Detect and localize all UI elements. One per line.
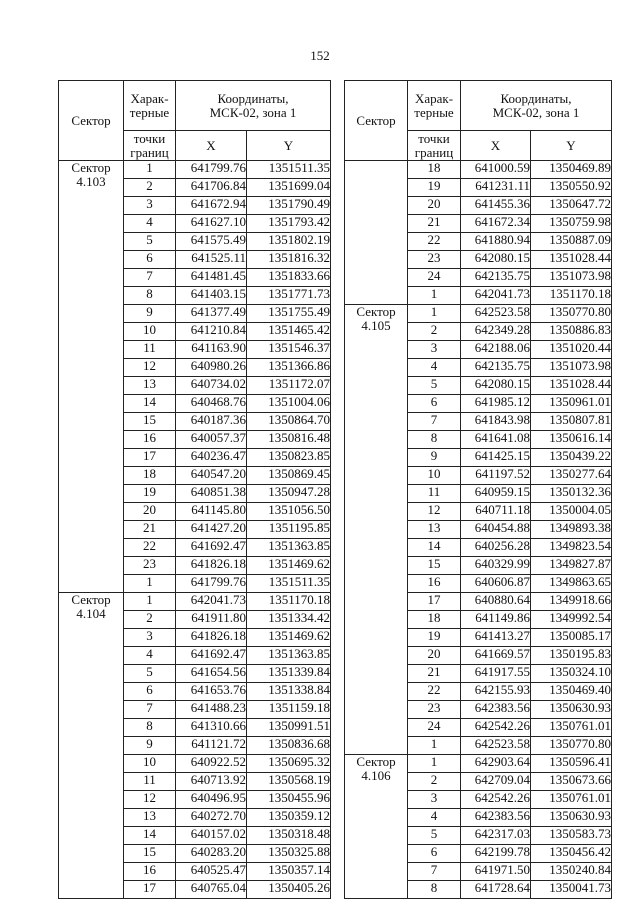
x-coordinate-cell: 642542.26 <box>461 719 531 737</box>
point-number-cell: 4 <box>124 215 176 233</box>
point-number-cell: 12 <box>408 503 461 521</box>
y-coordinate-cell: 1350961.01 <box>531 395 612 413</box>
y-coordinate-cell: 1350132.36 <box>531 485 612 503</box>
x-coordinate-cell: 640272.70 <box>176 809 247 827</box>
y-coordinate-cell: 1349918.66 <box>531 593 612 611</box>
x-coordinate-cell: 642523.58 <box>461 737 531 755</box>
x-coordinate-cell: 641706.84 <box>176 179 247 197</box>
point-number-cell: 9 <box>124 737 176 755</box>
point-number-cell: 8 <box>124 287 176 305</box>
x-coordinate-cell: 640057.37 <box>176 431 247 449</box>
point-number-cell: 24 <box>408 269 461 287</box>
point-number-cell: 11 <box>124 341 176 359</box>
header-x: X <box>461 131 531 161</box>
x-coordinate-cell: 640980.26 <box>176 359 247 377</box>
point-number-cell: 2 <box>408 773 461 791</box>
y-coordinate-cell: 1350947.28 <box>247 485 331 503</box>
y-coordinate-cell: 1350469.40 <box>531 683 612 701</box>
y-coordinate-cell: 1349827.87 <box>531 557 612 575</box>
point-number-cell: 10 <box>124 323 176 341</box>
sector-cell: Сектор 4.104 <box>59 593 124 899</box>
y-coordinate-cell: 1350770.80 <box>531 305 612 323</box>
x-coordinate-cell: 640711.18 <box>461 503 531 521</box>
x-coordinate-cell: 640187.36 <box>176 413 247 431</box>
point-number-cell: 23 <box>124 557 176 575</box>
point-number-cell: 20 <box>408 647 461 665</box>
point-number-cell: 22 <box>408 683 461 701</box>
y-coordinate-cell: 1350823.85 <box>247 449 331 467</box>
y-coordinate-cell: 1350318.48 <box>247 827 331 845</box>
header-y: Y <box>531 131 612 161</box>
table-row <box>345 305 612 323</box>
y-coordinate-cell: 1350596.41 <box>531 755 612 773</box>
y-coordinate-cell: 1350240.84 <box>531 863 612 881</box>
y-coordinate-cell: 1350630.93 <box>531 701 612 719</box>
point-number-cell: 6 <box>124 251 176 269</box>
x-coordinate-cell: 641481.45 <box>176 269 247 287</box>
x-coordinate-cell: 641971.50 <box>461 863 531 881</box>
y-coordinate-cell: 1350695.32 <box>247 755 331 773</box>
point-number-cell: 16 <box>124 863 176 881</box>
x-coordinate-cell: 641310.66 <box>176 719 247 737</box>
point-number-cell: 4 <box>408 359 461 377</box>
y-coordinate-cell: 1351020.44 <box>531 341 612 359</box>
point-number-cell: 1 <box>124 593 176 611</box>
point-number-cell: 1 <box>124 161 176 179</box>
x-coordinate-cell: 641145.80 <box>176 503 247 521</box>
x-coordinate-cell: 641692.47 <box>176 647 247 665</box>
point-number-cell: 11 <box>408 485 461 503</box>
point-number-cell: 23 <box>408 251 461 269</box>
x-coordinate-cell: 641826.18 <box>176 557 247 575</box>
y-coordinate-cell: 1351699.04 <box>247 179 331 197</box>
y-coordinate-cell: 1351172.07 <box>247 377 331 395</box>
point-number-cell: 8 <box>408 431 461 449</box>
point-number-cell: 7 <box>408 413 461 431</box>
point-number-cell: 20 <box>408 197 461 215</box>
y-coordinate-cell: 1349992.54 <box>531 611 612 629</box>
y-coordinate-cell: 1351004.06 <box>247 395 331 413</box>
table-row <box>59 593 331 611</box>
x-coordinate-cell: 641985.12 <box>461 395 531 413</box>
y-coordinate-cell: 1350456.42 <box>531 845 612 863</box>
header-x: X <box>176 131 247 161</box>
y-coordinate-cell: 1349863.65 <box>531 575 612 593</box>
y-coordinate-cell: 1351469.62 <box>247 557 331 575</box>
point-number-cell: 4 <box>408 809 461 827</box>
y-coordinate-cell: 1350455.96 <box>247 791 331 809</box>
y-coordinate-cell: 1350277.64 <box>531 467 612 485</box>
point-number-cell: 13 <box>124 377 176 395</box>
y-coordinate-cell: 1350439.22 <box>531 449 612 467</box>
y-coordinate-cell: 1350630.93 <box>531 809 612 827</box>
x-coordinate-cell: 642523.58 <box>461 305 531 323</box>
x-coordinate-cell: 641799.76 <box>176 575 247 593</box>
x-coordinate-cell: 642188.06 <box>461 341 531 359</box>
sector-cell: Сектор 4.103 <box>59 161 124 593</box>
point-number-cell: 6 <box>408 395 461 413</box>
x-coordinate-cell: 642709.04 <box>461 773 531 791</box>
x-coordinate-cell: 640765.04 <box>176 881 247 899</box>
y-coordinate-cell: 1351511.35 <box>247 575 331 593</box>
point-number-cell: 17 <box>124 449 176 467</box>
table-row <box>345 161 612 179</box>
point-number-cell: 15 <box>408 557 461 575</box>
x-coordinate-cell: 641826.18 <box>176 629 247 647</box>
y-coordinate-cell: 1351465.42 <box>247 323 331 341</box>
point-number-cell: 18 <box>124 467 176 485</box>
x-coordinate-cell: 641149.86 <box>461 611 531 629</box>
point-number-cell: 22 <box>124 539 176 557</box>
x-coordinate-cell: 642080.15 <box>461 377 531 395</box>
point-number-cell: 7 <box>408 863 461 881</box>
y-coordinate-cell: 1351755.49 <box>247 305 331 323</box>
point-number-cell: 17 <box>408 593 461 611</box>
table-row <box>59 161 331 179</box>
point-number-cell: 21 <box>408 665 461 683</box>
y-coordinate-cell: 1351073.98 <box>531 269 612 287</box>
x-coordinate-cell: 641413.27 <box>461 629 531 647</box>
point-number-cell: 15 <box>124 845 176 863</box>
x-coordinate-cell: 641654.56 <box>176 665 247 683</box>
table-row <box>345 755 612 773</box>
header-points-bottom: точки границ <box>124 131 176 161</box>
point-number-cell: 4 <box>124 647 176 665</box>
x-coordinate-cell: 641377.49 <box>176 305 247 323</box>
x-coordinate-cell: 641231.11 <box>461 179 531 197</box>
y-coordinate-cell: 1350761.01 <box>531 791 612 809</box>
y-coordinate-cell: 1351056.50 <box>247 503 331 521</box>
point-number-cell: 3 <box>408 791 461 809</box>
x-coordinate-cell: 641210.84 <box>176 323 247 341</box>
header-y: Y <box>247 131 331 161</box>
point-number-cell: 10 <box>408 467 461 485</box>
x-coordinate-cell: 641728.64 <box>461 881 531 899</box>
y-coordinate-cell: 1350550.92 <box>531 179 612 197</box>
point-number-cell: 14 <box>124 395 176 413</box>
point-number-cell: 18 <box>408 611 461 629</box>
x-coordinate-cell: 640329.99 <box>461 557 531 575</box>
point-number-cell: 3 <box>408 341 461 359</box>
x-coordinate-cell: 641672.34 <box>461 215 531 233</box>
x-coordinate-cell: 641000.59 <box>461 161 531 179</box>
point-number-cell: 1 <box>408 305 461 323</box>
y-coordinate-cell: 1350673.66 <box>531 773 612 791</box>
y-coordinate-cell: 1350359.12 <box>247 809 331 827</box>
x-coordinate-cell: 640880.64 <box>461 593 531 611</box>
y-coordinate-cell: 1350616.14 <box>531 431 612 449</box>
x-coordinate-cell: 641653.76 <box>176 683 247 701</box>
x-coordinate-cell: 641427.20 <box>176 521 247 539</box>
point-number-cell: 13 <box>408 521 461 539</box>
x-coordinate-cell: 641163.90 <box>176 341 247 359</box>
point-number-cell: 24 <box>408 719 461 737</box>
y-coordinate-cell: 1351366.86 <box>247 359 331 377</box>
x-coordinate-cell: 642135.75 <box>461 359 531 377</box>
point-number-cell: 17 <box>124 881 176 899</box>
point-number-cell: 15 <box>124 413 176 431</box>
x-coordinate-cell: 641121.72 <box>176 737 247 755</box>
y-coordinate-cell: 1351363.85 <box>247 647 331 665</box>
x-coordinate-cell: 640283.20 <box>176 845 247 863</box>
point-number-cell: 7 <box>124 701 176 719</box>
x-coordinate-cell: 640454.88 <box>461 521 531 539</box>
x-coordinate-cell: 642349.28 <box>461 323 531 341</box>
point-number-cell: 13 <box>124 809 176 827</box>
point-number-cell: 7 <box>124 269 176 287</box>
y-coordinate-cell: 1350647.72 <box>531 197 612 215</box>
y-coordinate-cell: 1350807.81 <box>531 413 612 431</box>
point-number-cell: 8 <box>124 719 176 737</box>
x-coordinate-cell: 641575.49 <box>176 233 247 251</box>
point-number-cell: 10 <box>124 755 176 773</box>
y-coordinate-cell: 1350887.09 <box>531 233 612 251</box>
point-number-cell: 2 <box>124 179 176 197</box>
point-number-cell: 12 <box>124 359 176 377</box>
x-coordinate-cell: 641403.15 <box>176 287 247 305</box>
x-coordinate-cell: 642383.56 <box>461 701 531 719</box>
x-coordinate-cell: 641488.23 <box>176 701 247 719</box>
point-number-cell: 5 <box>408 377 461 395</box>
header-sector: Сектор <box>59 81 124 161</box>
x-coordinate-cell: 641525.11 <box>176 251 247 269</box>
y-coordinate-cell: 1349893.38 <box>531 521 612 539</box>
point-number-cell: 6 <box>124 683 176 701</box>
point-number-cell: 1 <box>408 755 461 773</box>
y-coordinate-cell: 1351790.49 <box>247 197 331 215</box>
x-coordinate-cell: 640468.76 <box>176 395 247 413</box>
y-coordinate-cell: 1351833.66 <box>247 269 331 287</box>
y-coordinate-cell: 1351334.42 <box>247 611 331 629</box>
sector-cell: Сектор 4.106 <box>345 755 408 899</box>
x-coordinate-cell: 640525.47 <box>176 863 247 881</box>
y-coordinate-cell: 1351469.62 <box>247 629 331 647</box>
point-number-cell: 16 <box>408 575 461 593</box>
y-coordinate-cell: 1350836.68 <box>247 737 331 755</box>
x-coordinate-cell: 641455.36 <box>461 197 531 215</box>
x-coordinate-cell: 640851.38 <box>176 485 247 503</box>
point-number-cell: 19 <box>408 179 461 197</box>
x-coordinate-cell: 641911.80 <box>176 611 247 629</box>
point-number-cell: 16 <box>124 431 176 449</box>
point-number-cell: 2 <box>408 323 461 341</box>
point-number-cell: 19 <box>408 629 461 647</box>
point-number-cell: 9 <box>408 449 461 467</box>
y-coordinate-cell: 1350864.70 <box>247 413 331 431</box>
y-coordinate-cell: 1351195.85 <box>247 521 331 539</box>
y-coordinate-cell: 1350085.17 <box>531 629 612 647</box>
y-coordinate-cell: 1351793.42 <box>247 215 331 233</box>
y-coordinate-cell: 1350816.48 <box>247 431 331 449</box>
point-number-cell: 19 <box>124 485 176 503</box>
y-coordinate-cell: 1351363.85 <box>247 539 331 557</box>
y-coordinate-cell: 1351170.18 <box>531 287 612 305</box>
y-coordinate-cell: 1351170.18 <box>247 593 331 611</box>
y-coordinate-cell: 1350759.98 <box>531 215 612 233</box>
x-coordinate-cell: 641669.57 <box>461 647 531 665</box>
coordinates-table-right <box>344 80 612 899</box>
point-number-cell: 11 <box>124 773 176 791</box>
x-coordinate-cell: 640713.92 <box>176 773 247 791</box>
point-number-cell: 22 <box>408 233 461 251</box>
y-coordinate-cell: 1350568.19 <box>247 773 331 791</box>
header-points-top: Харак- терные <box>408 81 461 131</box>
x-coordinate-cell: 642135.75 <box>461 269 531 287</box>
point-number-cell: 2 <box>124 611 176 629</box>
coordinates-table-left <box>58 80 331 899</box>
x-coordinate-cell: 642383.56 <box>461 809 531 827</box>
sector-cell <box>345 161 408 305</box>
y-coordinate-cell: 1350886.83 <box>531 323 612 341</box>
x-coordinate-cell: 642041.73 <box>461 287 531 305</box>
point-number-cell: 5 <box>124 665 176 683</box>
point-number-cell: 3 <box>124 197 176 215</box>
x-coordinate-cell: 640922.52 <box>176 755 247 773</box>
x-coordinate-cell: 640606.87 <box>461 575 531 593</box>
y-coordinate-cell: 1350325.88 <box>247 845 331 863</box>
y-coordinate-cell: 1351028.44 <box>531 377 612 395</box>
point-number-cell: 23 <box>408 701 461 719</box>
x-coordinate-cell: 642542.26 <box>461 791 531 809</box>
x-coordinate-cell: 641917.55 <box>461 665 531 683</box>
x-coordinate-cell: 641843.98 <box>461 413 531 431</box>
point-number-cell: 5 <box>124 233 176 251</box>
sector-cell: Сектор 4.105 <box>345 305 408 755</box>
x-coordinate-cell: 641799.76 <box>176 161 247 179</box>
x-coordinate-cell: 641627.10 <box>176 215 247 233</box>
table-body-left <box>59 161 331 899</box>
x-coordinate-cell: 640547.20 <box>176 467 247 485</box>
page-number: 152 <box>310 48 330 63</box>
y-coordinate-cell: 1351338.84 <box>247 683 331 701</box>
x-coordinate-cell: 641672.94 <box>176 197 247 215</box>
y-coordinate-cell: 1350195.83 <box>531 647 612 665</box>
y-coordinate-cell: 1350405.26 <box>247 881 331 899</box>
x-coordinate-cell: 641692.47 <box>176 539 247 557</box>
x-coordinate-cell: 642199.78 <box>461 845 531 863</box>
x-coordinate-cell: 640959.15 <box>461 485 531 503</box>
y-coordinate-cell: 1351802.19 <box>247 233 331 251</box>
x-coordinate-cell: 641880.94 <box>461 233 531 251</box>
point-number-cell: 21 <box>408 215 461 233</box>
y-coordinate-cell: 1351073.98 <box>531 359 612 377</box>
y-coordinate-cell: 1351339.84 <box>247 665 331 683</box>
x-coordinate-cell: 640256.28 <box>461 539 531 557</box>
x-coordinate-cell: 642041.73 <box>176 593 247 611</box>
y-coordinate-cell: 1350324.10 <box>531 665 612 683</box>
x-coordinate-cell: 642903.64 <box>461 755 531 773</box>
y-coordinate-cell: 1349823.54 <box>531 539 612 557</box>
point-number-cell: 18 <box>408 161 461 179</box>
y-coordinate-cell: 1350869.45 <box>247 467 331 485</box>
header-points-bottom: точки границ <box>408 131 461 161</box>
y-coordinate-cell: 1351816.32 <box>247 251 331 269</box>
table-body-right <box>345 161 612 899</box>
y-coordinate-cell: 1350583.73 <box>531 827 612 845</box>
y-coordinate-cell: 1350004.05 <box>531 503 612 521</box>
x-coordinate-cell: 642080.15 <box>461 251 531 269</box>
x-coordinate-cell: 641197.52 <box>461 467 531 485</box>
y-coordinate-cell: 1350770.80 <box>531 737 612 755</box>
point-number-cell: 14 <box>408 539 461 557</box>
header-coordinates: Координаты, МСК-02, зона 1 <box>461 81 612 131</box>
y-coordinate-cell: 1350761.01 <box>531 719 612 737</box>
y-coordinate-cell: 1351771.73 <box>247 287 331 305</box>
x-coordinate-cell: 641641.08 <box>461 431 531 449</box>
x-coordinate-cell: 642155.93 <box>461 683 531 701</box>
y-coordinate-cell: 1350469.89 <box>531 161 612 179</box>
point-number-cell: 9 <box>124 305 176 323</box>
y-coordinate-cell: 1351546.37 <box>247 341 331 359</box>
y-coordinate-cell: 1351159.18 <box>247 701 331 719</box>
x-coordinate-cell: 640734.02 <box>176 377 247 395</box>
point-number-cell: 12 <box>124 791 176 809</box>
header-coordinates: Координаты, МСК-02, зона 1 <box>176 81 331 131</box>
x-coordinate-cell: 640157.02 <box>176 827 247 845</box>
x-coordinate-cell: 640496.95 <box>176 791 247 809</box>
x-coordinate-cell: 642317.03 <box>461 827 531 845</box>
point-number-cell: 5 <box>408 827 461 845</box>
header-points-top: Харак- терные <box>124 81 176 131</box>
point-number-cell: 21 <box>124 521 176 539</box>
y-coordinate-cell: 1351028.44 <box>531 251 612 269</box>
x-coordinate-cell: 641425.15 <box>461 449 531 467</box>
point-number-cell: 1 <box>408 287 461 305</box>
y-coordinate-cell: 1350357.14 <box>247 863 331 881</box>
y-coordinate-cell: 1350991.51 <box>247 719 331 737</box>
point-number-cell: 14 <box>124 827 176 845</box>
point-number-cell: 3 <box>124 629 176 647</box>
y-coordinate-cell: 1350041.73 <box>531 881 612 899</box>
x-coordinate-cell: 640236.47 <box>176 449 247 467</box>
point-number-cell: 1 <box>408 737 461 755</box>
point-number-cell: 6 <box>408 845 461 863</box>
point-number-cell: 20 <box>124 503 176 521</box>
point-number-cell: 8 <box>408 881 461 899</box>
point-number-cell: 1 <box>124 575 176 593</box>
header-sector: Сектор <box>345 81 408 161</box>
y-coordinate-cell: 1351511.35 <box>247 161 331 179</box>
